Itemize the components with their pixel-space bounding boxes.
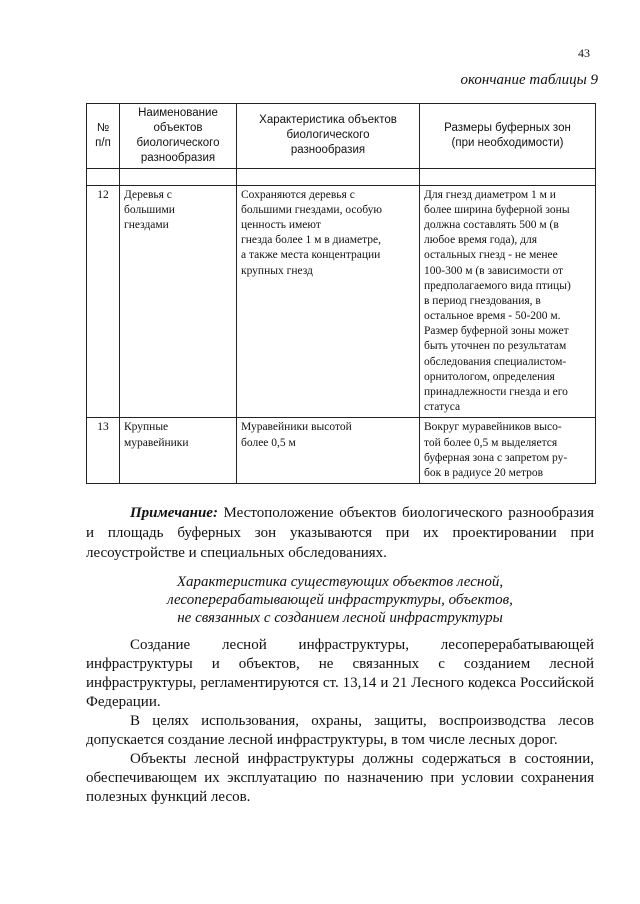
cell-line: в период гнездования, в xyxy=(424,294,541,307)
header-line: Характеристика объектов xyxy=(259,114,397,127)
row-characteristic xyxy=(237,418,420,484)
cell-line: гнезда более 1 м в диаметре, xyxy=(241,234,382,247)
table-spacer-row xyxy=(87,168,596,185)
header-line: биологического xyxy=(136,136,220,149)
cell-line: той более 0,5 м выделяется xyxy=(424,436,558,449)
cell-line: остальное время - 50-200 м. xyxy=(424,310,561,323)
row-name xyxy=(120,418,237,484)
cell-line: статуса xyxy=(424,401,461,414)
paragraph: В целях использования, охраны, защиты, воспроизводства лесов допускается создание лесной инфраструктуры, в том числе лесных дорог. xyxy=(86,713,594,748)
section-title-line: лесоперерабатывающей инфраструктуры, объектов, xyxy=(167,592,513,608)
cell-line: большими гнездами, особую xyxy=(241,203,382,216)
table-cell xyxy=(87,168,120,185)
note-label: Примечание: xyxy=(130,505,218,521)
table-header-row xyxy=(87,104,596,169)
table-row xyxy=(87,418,596,484)
cell-line: ценность имеют xyxy=(241,219,321,232)
header-characteristic xyxy=(237,104,420,169)
row-number: 12 xyxy=(87,185,120,418)
paragraph: Создание лесной инфраструктуры, лесоперерабатывающей инфраструктуры и объектов, не связанных с созданием лесной инфраструктуры, регламентируются ст. 13,14 и 21 Лесного кодекса Российской Федерации. xyxy=(86,637,594,710)
cell-line: орнитологом, определения xyxy=(424,370,555,383)
header-line: биологического xyxy=(286,129,370,142)
cell-line: принадлежности гнезда и его xyxy=(424,385,568,398)
cell-line: более 0,5 м xyxy=(241,436,296,449)
cell-line: более ширина буферной зоны xyxy=(424,203,570,216)
cell-line: Вокруг муравейников высо- xyxy=(424,421,562,434)
table-cell xyxy=(237,168,420,185)
header-buffer xyxy=(420,104,596,169)
header-line: Наименование xyxy=(138,107,218,119)
biodiversity-table xyxy=(86,103,596,484)
cell-line: а также места концентрации xyxy=(241,249,381,262)
header-line: объектов xyxy=(153,121,203,134)
paragraph: Объекты лесной инфраструктуры должны содержаться в состоянии, обеспечивающем их эксплуатацию по назначению при условии сохранения полезных функций лесов. xyxy=(86,751,594,805)
cell-line: Размер буферной зоны может xyxy=(424,325,569,338)
cell-line: буферная зона с запретом ру- xyxy=(424,451,568,464)
header-line: № xyxy=(96,121,110,134)
cell-line: должна составлять 500 м (в xyxy=(424,219,559,232)
header-num xyxy=(87,104,120,169)
header-line: разнообразия xyxy=(290,144,366,157)
cell-line: остальных гнезд - не менее xyxy=(424,249,558,262)
cell-line: крупных гнезд xyxy=(241,264,313,277)
cell-line: Деревья с xyxy=(124,188,172,201)
cell-line: Муравейники высотой xyxy=(241,421,352,434)
table-row xyxy=(87,185,596,418)
cell-line: большими xyxy=(124,203,175,216)
table-note xyxy=(86,503,594,563)
table-caption: окончание таблицы 9 xyxy=(460,72,598,88)
table-cell xyxy=(420,168,596,185)
row-buffer xyxy=(420,418,596,484)
header-line: Размеры буферных зон xyxy=(444,121,571,134)
cell-line: любое время года), для xyxy=(424,234,538,247)
header-name xyxy=(120,104,237,169)
cell-line: обследования специалистом- xyxy=(424,355,567,368)
note-text: Местоположение объектов биологического разнообразия и площадь буферных зон указываются при их проектировании при лесоустройстве и специальных обследованиях. xyxy=(86,505,594,561)
cell-line: Для гнезд диаметром 1 м и xyxy=(424,188,556,201)
section-title-line: Характеристика существующих объектов лесной, xyxy=(176,574,504,590)
header-line: разнообразия xyxy=(140,151,216,164)
header-line: п/п xyxy=(95,136,111,149)
cell-line: предполагаемого вида птицы) xyxy=(424,279,571,292)
header-line: (при необходимости) xyxy=(451,136,564,149)
cell-line: гнездами xyxy=(124,219,169,232)
cell-line: муравейники xyxy=(124,436,189,449)
cell-line: быть уточнен по результатам xyxy=(424,340,567,353)
row-buffer xyxy=(420,185,596,418)
cell-line: бок в радиусе 20 метров xyxy=(424,466,544,479)
section-title xyxy=(86,573,594,627)
cell-line: 100-300 м (в зависимости от xyxy=(424,264,564,277)
cell-line: Крупные xyxy=(124,421,169,434)
cell-line: Сохраняются деревья с xyxy=(241,188,355,201)
section-title-line: не связанных с созданием лесной инфраструктуры xyxy=(177,610,503,626)
table-cell xyxy=(120,168,237,185)
row-characteristic xyxy=(237,185,420,418)
row-number: 13 xyxy=(87,418,120,484)
page-number: 43 xyxy=(578,46,590,60)
row-name xyxy=(120,185,237,418)
